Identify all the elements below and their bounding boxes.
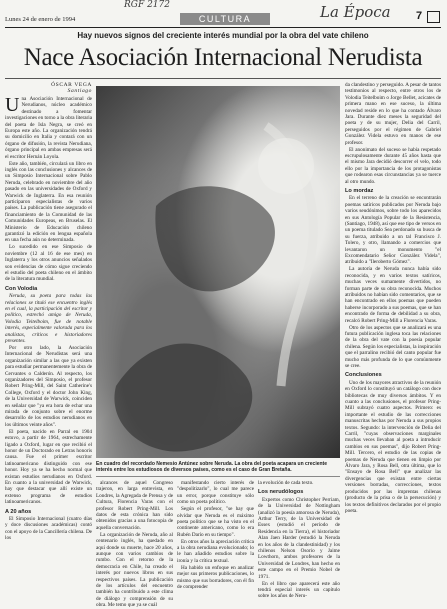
col1-paragraph: Por otro lado, la Asociación Internacional de Nerudistas será una organización similar a las que ya existen para estudiar permanentemente la obra de Cervantes o Calderón. Al respecto, los organizadores del Simposio, el profesor Robert Pring-Mill, del Saint Catherine's College, Oxford y el doctor John King, de la Universidad de Warwick, coinciden en señalar que "ya era hora de echar una mirada de conjunto sobre el enorme desarrollo de los estudios nerudianos en los últimos veinte años". — [5, 344, 92, 428]
article-column-2 — [96, 480, 173, 609]
col3-paragraph: manifestando cierto interés de "despolitizarlo", lo cual me parece un error, porque constituye sólo como un poeta político. — [177, 480, 254, 506]
source-note: La Época — [320, 3, 391, 21]
col1-paragraph: El poeta, nacido en Parral en 1904 estuvo, a partir de 1964, estrechamente ligado a Oxford, lugar en que recibió el honor de un Doctorado en Letras honoris causa. Fue el primer escritor latinoamericano distinguido con ese honor. Hoy ya se ha hecho normal que existan estudios nerudianos en Oxford. En cuanto a la universidad de Warwick, hay que destacar que allí existe un extenso programa de estudios latinoamericanos. — [5, 428, 92, 506]
artwork-photo — [96, 86, 340, 458]
subheading: Lo mordaz — [345, 188, 374, 194]
col3-paragraph: Ha habido un enfoque en analizar mejor sus primeros publicaciones, lo mismo que sus borradores, con él fin de comprender — [177, 564, 254, 590]
byline-author: ÓSCAR VEGA — [51, 82, 92, 88]
issue-date: Lunes 24 de enero de 1994 — [5, 16, 76, 23]
col4-paragraph: Expertos como Christopher Perriam, de la Universidad de Nottingham (analizó la poesía amorosa de Neruda), Arthur Terry, de la Universidad de Essex (estudió el período de Residencia en la Tierra), el historiador Alan Jaen Harder (estudió la Neruda en los años de la clandestinidad) y los chilenos Nelson Osorio y Jaime Lowthorn, ambos profesores de la Universidad de Londres, han hecho en este campo en el Premio Nobel de 1971. — [258, 496, 340, 580]
photo-caption: En cuadro del recordado Nemesio Antúnez sobre Neruda. La obra del poeta acapara un creciente interés entre los estudiosos de diversos países, como es el caso de Gran Bretaña. — [96, 461, 327, 473]
col2-paragraph: La organización de Neruda, año al centenario inglés, ha quedado en aquí donde su muerte, hace 20 años, aunque con varios cambios de rumbo. Con el retorno de la democracia en Chile, ha creado el interés por nuevos libros en sus respectivos países. La publicación de los artículos del encuentro también ha contribuido a este clima de diálogo y comprensión de su obra. Me temo que ya se cuál — [96, 531, 173, 609]
kicker: Hay nuevos signos del creciente interés mundial por la obra del vate chileno — [77, 31, 369, 40]
article-column-1 — [5, 96, 92, 596]
col1-paragraph: Neruda, su poeta para todas las relaciones se tituló ese encuentro inglés en el cual, la participación del escritor y político, estrechó amigo de Neruda, Volodia Teitelboim, fue de notable interés, especialmente valorada para los analistas, críticos e historiadores presentes. — [5, 293, 92, 345]
subheading: A 20 años — [5, 508, 32, 515]
article-column-3 — [177, 480, 254, 598]
caption-rule — [96, 476, 340, 477]
col3-paragraph: En otros años la apreciación crítica a la obra nerudiana evolucionado; lo le han añadido estudios sobre la ironía y la crítica textual. — [177, 538, 254, 564]
col1-paragraph: Este año, también, circulará un libro en inglés con las conclusiones y alcances de un Simposio Internacional sobre Pablo Neruda, celebrado en noviembre del año pasado en las universidades de Oxford y Warwick de Inglaterra. En esa reunión participaron especialistas de varios países. La publicación tiene asegurado el financiamiento de la Comunidad de las Comunidades Europeas, en Bruselas. El Ministerio de Educación chileno garantizó la edición en lengua española en una fecha aún no determinada. — [5, 160, 92, 244]
header-rule — [5, 27, 441, 28]
archive-reference-note: RGF 2172 — [124, 0, 170, 10]
col2-paragraph: alcances de aquel Congreso trajeron, en larga entrevista, en Londres, la Agregada de Prensa y de Cultura, Florencia Varas con el profesor Robert Pring-Mill. Los datos de esta crónica han sido obtenidos gracias a una fotocopia de aquella conversación. — [96, 480, 173, 531]
col5-paragraph: Uno de los mayores atractivos de la reunión en Oxford lo constituyó un catálogo con doce bibliotecas de muy diversos ámbitos. Y en cuanto a las conclusiones, el profesor Pring-Mill subrayó cuatro aspectos. Primero: es importante el estudio de las correcciones manuscritas hechas por Neruda a sus propios textos. Segundo: la intervención de Delia del Carril, "cuyas observaciones marginales muchas veces llevaban al poeta a introducir cambios en sus poemas", dijo Robert Pring-Mill. Tercero, el estudio de las copias de poemas de Neruda que tienen en limpio por Álvaro Jara, y Rosa Bell, otra última, que lo "Ensayo de Rosa Bell" que analizar las divergencias que existan entre ciertas versiones borradas, correcciones, textos producidos por las imprentas chilenas (producto de la prisa o de la persecución) y los textos definitivos declarados por el propio poeta. — [345, 379, 441, 514]
col5-paragraph: da clandestino y perseguido. A pesar de tantos testimonios al respecto, entre otros los de Volodia Teitelboim o Jorge Bellet, acicates de primera mano en ese suceso, la última novedad reside en lo que ha contado Álvaro Jara. Durante diez meses la seguridad del poeta y de su mujer, Delia del Carril, perseguidos por el régimen de Gabriel González Videla estuvo en manos de ese profesor. — [345, 82, 441, 146]
col5-paragraph: Otro de los aspectos que se analizará es una futura publicación inglesa toca las relaciones de la obra del vate con la poesía popular chilena. Según los especialistas, la inspiración que el parralino recibió del canto popular fue mucho más profunda de lo que comúnmente se cree. — [345, 324, 441, 369]
col5-paragraph: El anonimato del suceso se había respetado escrupulosamente durante 45 años hasta que el mismo Jara decidió descorrer el velo, todo ello por la importancia de los protagonistas que rodearon esas circunstancias ya se tuerce al otro mundo. — [345, 146, 441, 185]
dropcap: U — [5, 94, 20, 116]
subheading: Los nerudólogos — [258, 489, 304, 496]
col3-paragraph: Según el profesor, "se hay que olvidar que Neruda es el máximo poeta político que se ha visto en el continente americano, como lo era Rubén Darío en su tiempo". — [177, 506, 254, 538]
col4-paragraph: En el libro que aparecerá este año tendrá especial interés un capítulo sobre los años de Neru- — [258, 580, 340, 600]
headline: Nace Asociación Internacional Nerudista — [23, 44, 423, 71]
article-column-5 — [345, 82, 441, 598]
col1-paragraph: Lo sucedido en ese Simposio de noviembre (12 al 16 de ese mes) en Inglaterra y los otros anuncios señalados son evidencias de cómo sigue creciendo el estudio del poeta chileno en el ámbito de la literatura mundial. — [5, 244, 92, 283]
page-number: 7 — [416, 10, 423, 22]
byline-place: Santiago — [67, 88, 92, 94]
subheading: Conclusiones — [345, 372, 382, 379]
article-column-4 — [258, 480, 340, 598]
col1-paragraph: na Asociación Internacional de Nerudianos, núcleo académico destinado a fomentar investigaciones en torno a la obra literaria del poeta de Isla Negra, se creó en Europa este año. La organización tendrá su domicilio en Italia y contará con un órgano de difusión, la revista Nerudiana, órgano principal en ambas empresas será el escritor Hernán Loyola. — [5, 96, 92, 160]
artwork-shapes — [96, 86, 340, 458]
col4-paragraph: la evolución de cada texto. — [258, 480, 314, 486]
col5-paragraph: En el terreno de la creación se encontrarán poemas satíricos publicados por Neruda bajo varios seudónimos, sobre todo los aparecidos en sus Antología Popular de la Resistencia, (Santiago, 1948), así que ese tipo de versos en un poema titulado Sea perdonado su busca de su fuerza, atribuido a un tal Francisco J. Tolero, y otro, llamando a comercios que levantaron un monumento "el Excomendatario Señor González Videla", atribuido a "Ileroberto Gómez". — [345, 195, 441, 266]
col5-paragraph: La autoría de Neruda nunca había sido reconocida, y en varios textos satíricos, muchas veces sumamente divertidos, no forman parte de su obra reconocida. Muchos atribuidos no habían sido comentarios, que se han encontrado en ellos poemas que pueden haberse incorporado a sus poemas, que se han encontrado de forma de debilidad a su obra, recalcó Robert Pring-Mill a Florencia Varas. — [345, 266, 441, 324]
subheading: Con Volodia — [5, 285, 38, 292]
col1-paragraph: El Simposio Internacional (cuatro días y doce discusiones académicas) contó con el apoyo de la Cancillería chilena. De los — [5, 516, 92, 542]
byline — [5, 82, 92, 94]
section-label: CULTURA — [180, 13, 270, 25]
headline-rule — [5, 78, 441, 79]
page-corner-box — [427, 11, 440, 23]
